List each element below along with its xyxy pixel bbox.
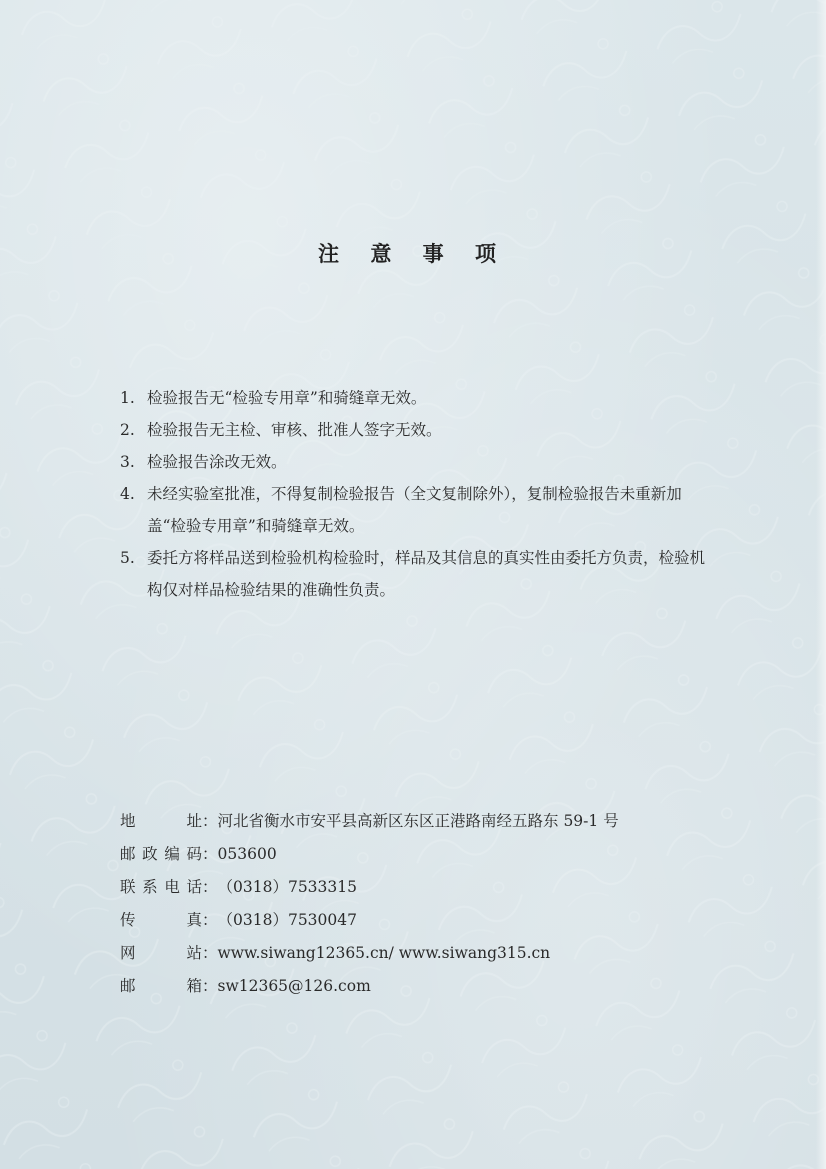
address-value: 河北省衡水市安平县高新区东区正港路南经五路东 59-1 号	[217, 812, 619, 830]
list-item	[120, 446, 720, 478]
fax-value: （0318）7530047	[217, 911, 357, 929]
list-item-text: 检验报告涂改无效。	[147, 453, 287, 471]
phone-row: 联系电话：（0318）7533315	[120, 871, 740, 904]
paper-edge	[816, 0, 826, 1169]
list-item	[120, 542, 720, 606]
postcode-row: 邮政编码：053600	[120, 838, 740, 871]
list-item	[120, 382, 720, 414]
list-item-number: 1.	[120, 389, 135, 407]
list-item-number: 2.	[120, 421, 135, 439]
list-item	[120, 478, 720, 542]
phone-value: （0318）7533315	[217, 878, 357, 896]
list-item-text: 未经实验室批准，不得复制检验报告（全文复制除外），复制检验报告未重新加盖“检验专用章”和骑缝章无效。	[147, 485, 682, 535]
list-item-number: 5.	[120, 549, 135, 567]
email-row: 邮箱：sw12365@126.com	[120, 970, 740, 1003]
notice-list	[120, 382, 720, 606]
list-item-text: 检验报告无主检、审核、批准人签字无效。	[147, 421, 442, 439]
email-label: 邮箱	[120, 977, 202, 995]
contact-info	[120, 805, 740, 1003]
email-value[interactable]: sw12365@126.com	[217, 977, 371, 995]
address-label: 地址	[120, 812, 202, 830]
website-label: 网站	[120, 944, 202, 962]
website-row: 网站：www.siwang12365.cn/ www.siwang315.cn	[120, 937, 740, 970]
fax-label: 传真	[120, 911, 202, 929]
list-item	[120, 414, 720, 446]
fax-row: 传真：（0318）7530047	[120, 904, 740, 937]
website-value[interactable]: www.siwang12365.cn/ www.siwang315.cn	[217, 944, 551, 962]
page-title: 注 意 事 项	[318, 241, 508, 266]
postcode-value: 053600	[217, 845, 277, 863]
postcode-label: 邮政编码	[120, 845, 202, 863]
phone-label: 联系电话	[120, 878, 202, 896]
list-item-number: 4.	[120, 485, 135, 503]
list-item-text: 检验报告无“检验专用章”和骑缝章无效。	[147, 389, 427, 407]
address-row: 地址：河北省衡水市安平县高新区东区正港路南经五路东 59-1 号	[120, 805, 740, 838]
list-item-text: 委托方将样品送到检验机构检验时，样品及其信息的真实性由委托方负责，检验机构仅对样品检验结果的准确性负责。	[147, 549, 706, 599]
list-item-number: 3.	[120, 453, 135, 471]
